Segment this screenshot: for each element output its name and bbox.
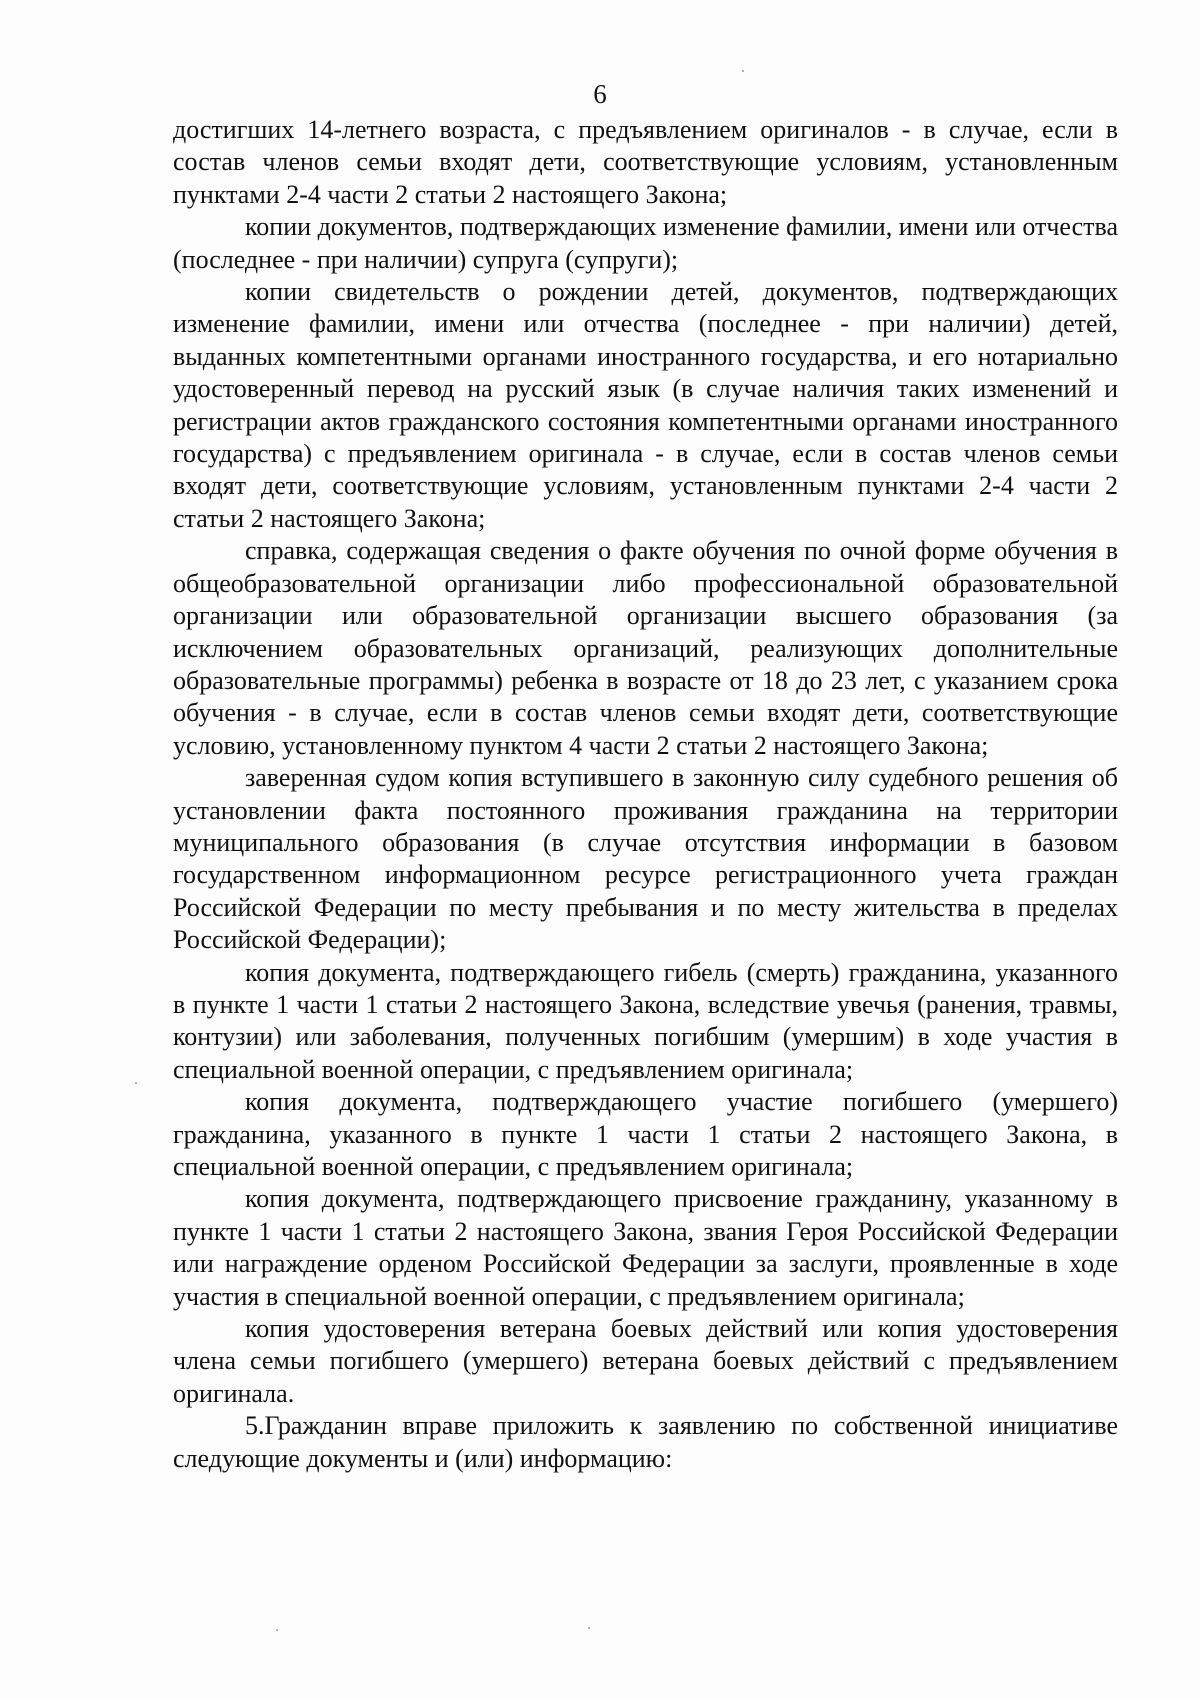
paragraph-death-document: копия документа, подтверждающего гибель (смерть) гражданина, указанного в пункте 1 части 1 статьи 2 настоящего Закона, вследствие увечья (ранения, травмы, контузии) или заболевания, полученных погибшим (умершим) в ходе участия в специальной военной операции, с предъявлением оригинала; bbox=[173, 957, 1118, 1084]
paragraph-education-certificate: справка, содержащая сведения о факте обучения по очной форме обучения в общеобразовательной организации либо профессиональной образовательной организации или образовательной организации высшего образования (за исключением образовательных организаций, реализующих дополнительные образовательные программы) ребенка в возрасте от 18 до 23 лет, с указанием срока обучения - в случае, если в состав членов семьи входят дети, соответствующие условию, установленному пунктом 4 части 2 статьи 2 настоящего Закона; bbox=[173, 536, 1118, 760]
scan-speck bbox=[742, 70, 744, 72]
paragraph-item-5-optional-documents: 5.Гражданин вправе приложить к заявлению по собственной инициативе следующие документы и (или) информацию: bbox=[173, 1411, 1118, 1473]
paragraph-continuation-children-documents: достигших 14-летнего возраста, с предъявлением оригиналов - в случае, если в состав членов семьи входят дети, соответствующие условиям, установленным пунктами 2-4 части 2 статьи 2 настоящего Закона; bbox=[173, 115, 1118, 209]
scan-speck bbox=[276, 1629, 278, 1631]
document-body bbox=[173, 114, 1118, 1475]
paragraph-participation-document: копия документа, подтверждающего участие погибшего (умершего) гражданина, указанного в пункте 1 части 1 статьи 2 настоящего Закона, в специальной военной операции, с предъявлением оригинала; bbox=[173, 1087, 1118, 1181]
paragraph-court-decision: заверенная судом копия вступившего в законную силу судебного решения об установлении факта постоянного проживания гражданина на территории муниципального образования (в случае отсутствия информации в базовом государственном информационном ресурсе регистрационного учета граждан Российской Федерации по месту пребывания и по месту жительства в пределах Российской Федерации); bbox=[173, 763, 1118, 955]
scan-speck bbox=[135, 1082, 137, 1084]
scan-speck bbox=[588, 1627, 590, 1629]
page-number: 6 bbox=[593, 79, 607, 109]
paragraph-birth-certificates-foreign: копии свидетельств о рождении детей, документов, подтверждающих изменение фамилии, имени или отчества (последнее - при наличии) детей, выданных компетентными органами иностранного государства, и его нотариально удостоверенный перевод на русский язык (в случае наличия таких изменений и регистрации актов гражданского состояния компетентными органами иностранного государства) с предъявлением оригинала - в случае, если в состав членов семьи входят дети, соответствующие условиям, установленным пунктами 2-4 части 2 статьи 2 настоящего Закона; bbox=[173, 277, 1118, 533]
paragraph-hero-title-document: копия документа, подтверждающего присвоение гражданину, указанному в пункте 1 части 1 статьи 2 настоящего Закона, звания Героя Российской Федерации или награждение орденом Российской Федерации за заслуги, проявленные в ходе участия в специальной военной операции, с предъявлением оригинала; bbox=[173, 1184, 1118, 1311]
paragraph-veteran-certificate: копия удостоверения ветерана боевых действий или копия удостоверения члена семьи погибшего (умершего) ветерана боевых действий с предъявлением оригинала. bbox=[173, 1314, 1118, 1408]
paragraph-spouse-name-change: копии документов, подтверждающих изменение фамилии, имени или отчества (последнее - при наличии) супруга (супруги); bbox=[173, 212, 1118, 274]
